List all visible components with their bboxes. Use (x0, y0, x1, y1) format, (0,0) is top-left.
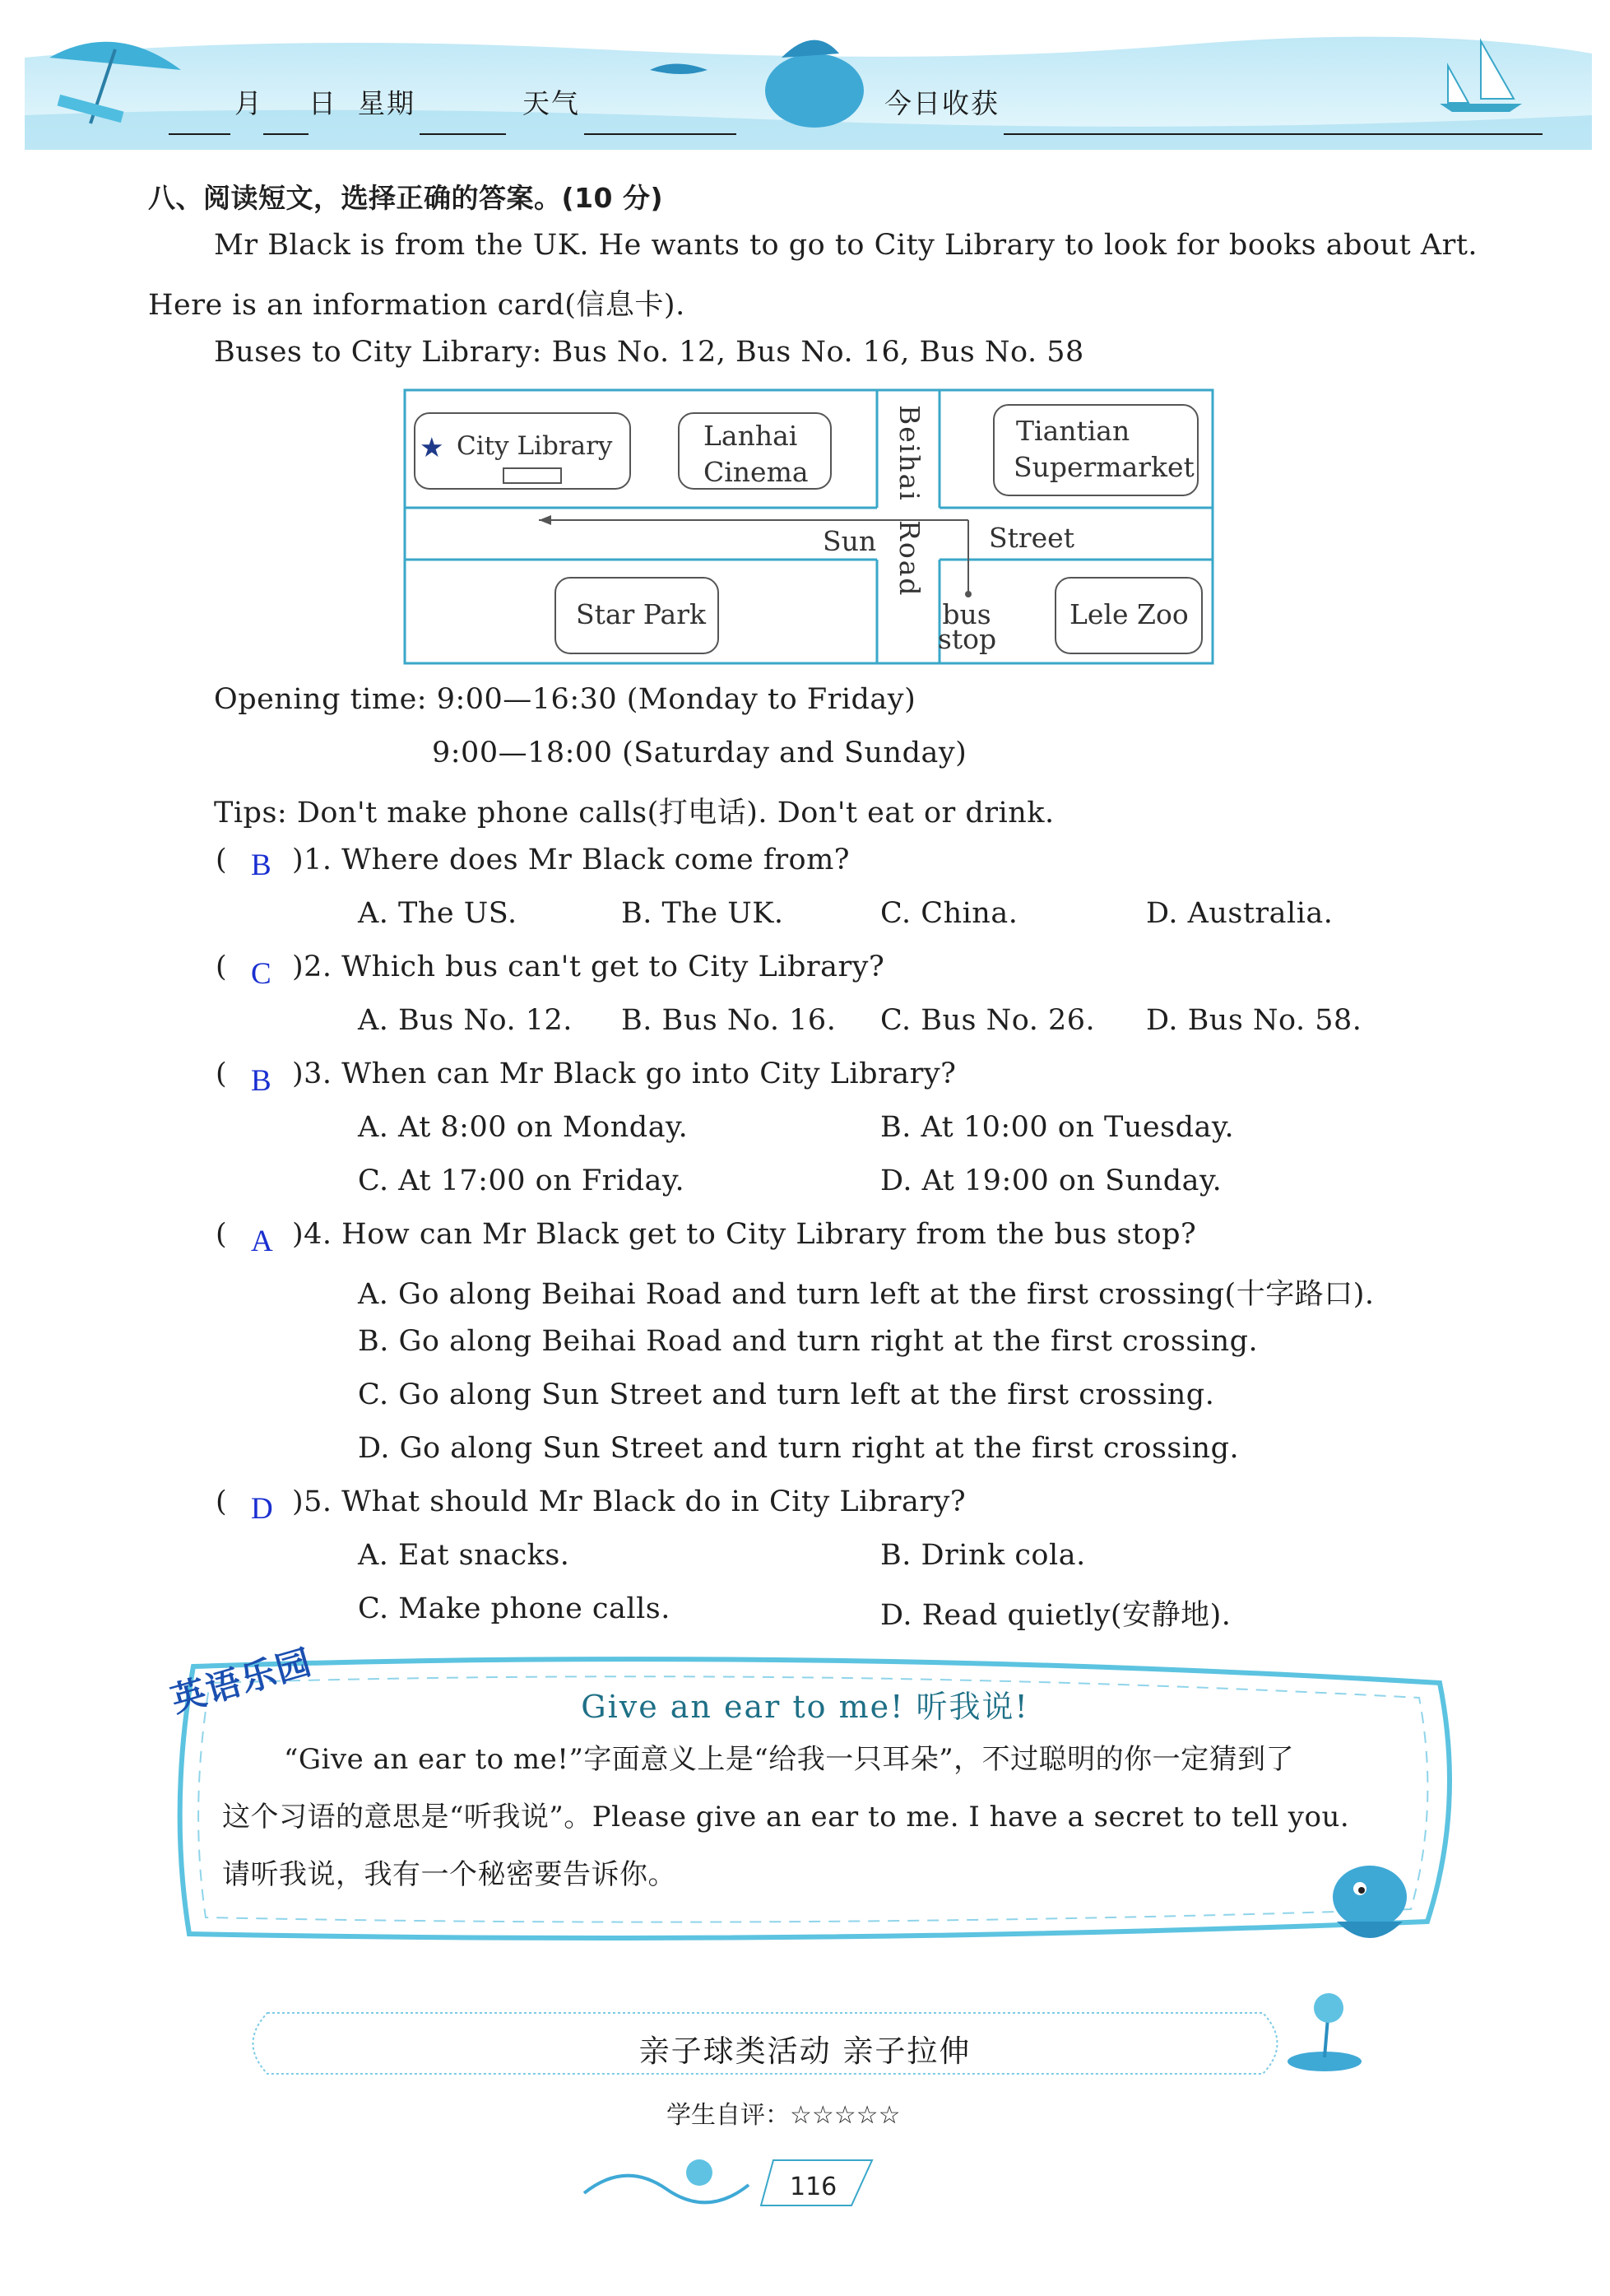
q3-open-paren: ( (216, 1057, 227, 1090)
q2-open-paren: ( (216, 950, 227, 983)
q5-option-d: D. Read quietly(安静地). (880, 1599, 1232, 1632)
map-road: Road (893, 520, 926, 597)
weather-label: 天气 (522, 87, 580, 119)
map-lanhai-line-1: Lanhai (703, 420, 798, 452)
passage-line-1: Mr Black is from the UK. He wants to go to City Library to look for books about Art. (214, 229, 1478, 262)
q5-open-paren: ( (216, 1485, 227, 1518)
page-number: 116 (790, 2173, 837, 2201)
weather-line (584, 133, 736, 135)
week-line (420, 133, 506, 135)
q3-answer: B (251, 1064, 271, 1098)
english-park-badge: 英语乐园 (166, 1641, 318, 1721)
map-tiantian-line-1: Tiantian (1016, 415, 1130, 447)
idiom-line-3: 请听我说，我有一个秘密要告诉你。 (222, 1858, 676, 1891)
footer-wave-decoration (576, 2144, 905, 2218)
q4-open-paren: ( (216, 1218, 227, 1251)
buses-info: Buses to City Library: Bus No. 12, Bus No. 16, Bus No. 58 (214, 336, 1084, 369)
q3-option-d: D. At 19:00 on Sunday. (880, 1164, 1223, 1197)
q2-option-b: B. Bus No. 16. (621, 1004, 837, 1037)
day-label: 日 (309, 87, 337, 119)
map-beihai: Beihai (893, 405, 926, 502)
star-icon: ★ (420, 431, 444, 463)
q5-option-a: A. Eat snacks. (358, 1539, 570, 1572)
q1-answer: B (251, 848, 271, 882)
q3-option-a: A. At 8:00 on Monday. (358, 1111, 689, 1144)
q1-option-d: D. Australia. (1146, 897, 1334, 930)
q4-option-b: B. Go along Beihai Road and turn right at the first crossing. (358, 1325, 1259, 1358)
idiom-line-1: “Give an ear to me!”字面意义上是“给我一只耳朵”，不过聪明的你一定猜到了 (284, 1743, 1295, 1776)
q4-option-c: C. Go along Sun Street and turn left at the first crossing. (358, 1378, 1215, 1411)
q5-stem: )5. What should Mr Black do in City Library? (292, 1485, 967, 1518)
map-bus-line-1: bus (942, 598, 991, 630)
map-star-park: Star Park (576, 598, 706, 630)
opening-weekend: 9:00—18:00 (Saturday and Sunday) (432, 737, 967, 769)
q4-option-a: A. Go along Beihai Road and turn left at the first crossing(十字路口). (358, 1278, 1375, 1311)
map-city-library: City Library (457, 431, 613, 461)
activity-text: 亲子球类活动 亲子拉伸 (638, 2033, 972, 2069)
q2-option-a: A. Bus No. 12. (358, 1004, 573, 1037)
q5-answer: D (251, 1492, 273, 1526)
week-label: 星期 (358, 87, 415, 119)
opening-weekday: Opening time: 9:00—16:30 (Monday to Friday) (214, 683, 916, 716)
q2-answer: C (251, 957, 271, 991)
idiom-line-2: 这个习语的意思是“听我说”。Please give an ear to me. I have a secret to tell you. (222, 1801, 1350, 1834)
section-title: 八、阅读短文，选择正确的答案。(10 分) (148, 182, 664, 214)
q2-option-c: C. Bus No. 26. (880, 1004, 1096, 1037)
q1-option-c: C. China. (880, 897, 1018, 930)
q5-option-b: B. Drink cola. (880, 1539, 1086, 1572)
month-line (169, 133, 230, 135)
q3-option-c: C. At 17:00 on Friday. (358, 1164, 685, 1197)
map-street: Street (989, 522, 1074, 554)
q3-option-b: B. At 10:00 on Tuesday. (880, 1111, 1235, 1144)
self-eval: 学生自评：☆☆☆☆☆ (666, 2101, 901, 2130)
passage-line-2: Here is an information card(信息卡). (148, 289, 685, 322)
day-line (263, 133, 309, 135)
q5-option-c: C. Make phone calls. (358, 1592, 670, 1625)
mascot-icon (1320, 1847, 1419, 1954)
month-label: 月 (234, 87, 263, 119)
q1-stem: )1. Where does Mr Black come from? (292, 844, 851, 876)
q2-option-d: D. Bus No. 58. (1146, 1004, 1362, 1037)
q1-open-paren: ( (216, 844, 227, 876)
q3-stem: )3. When can Mr Black go into City Library? (292, 1057, 957, 1090)
q2-stem: )2. Which bus can't get to City Library? (292, 950, 885, 983)
q1-option-b: B. The UK. (621, 897, 784, 930)
q4-option-d: D. Go along Sun Street and turn right at the first crossing. (358, 1432, 1240, 1465)
header-banner (25, 25, 1592, 150)
tips: Tips: Don't make phone calls(打电话). Don't eat or drink. (214, 797, 1055, 830)
q4-answer: A (251, 1225, 273, 1258)
map-lanhai-line-2: Cinema (703, 456, 809, 488)
q1-option-a: A. The US. (358, 897, 517, 930)
idiom-title: Give an ear to me! 听我说! (581, 1689, 1029, 1725)
information-card-map (403, 388, 1214, 665)
today-gain-label: 今日收获 (884, 87, 1000, 119)
map-tiantian-line-2: Supermarket (1014, 451, 1195, 483)
map-sun: Sun (823, 525, 877, 557)
today-gain-line (1004, 133, 1543, 135)
map-lele-zoo: Lele Zoo (1069, 598, 1189, 630)
q4-stem: )4. How can Mr Black get to City Library from the bus stop? (292, 1218, 1197, 1251)
map-bus-line-2: stop (937, 623, 997, 655)
